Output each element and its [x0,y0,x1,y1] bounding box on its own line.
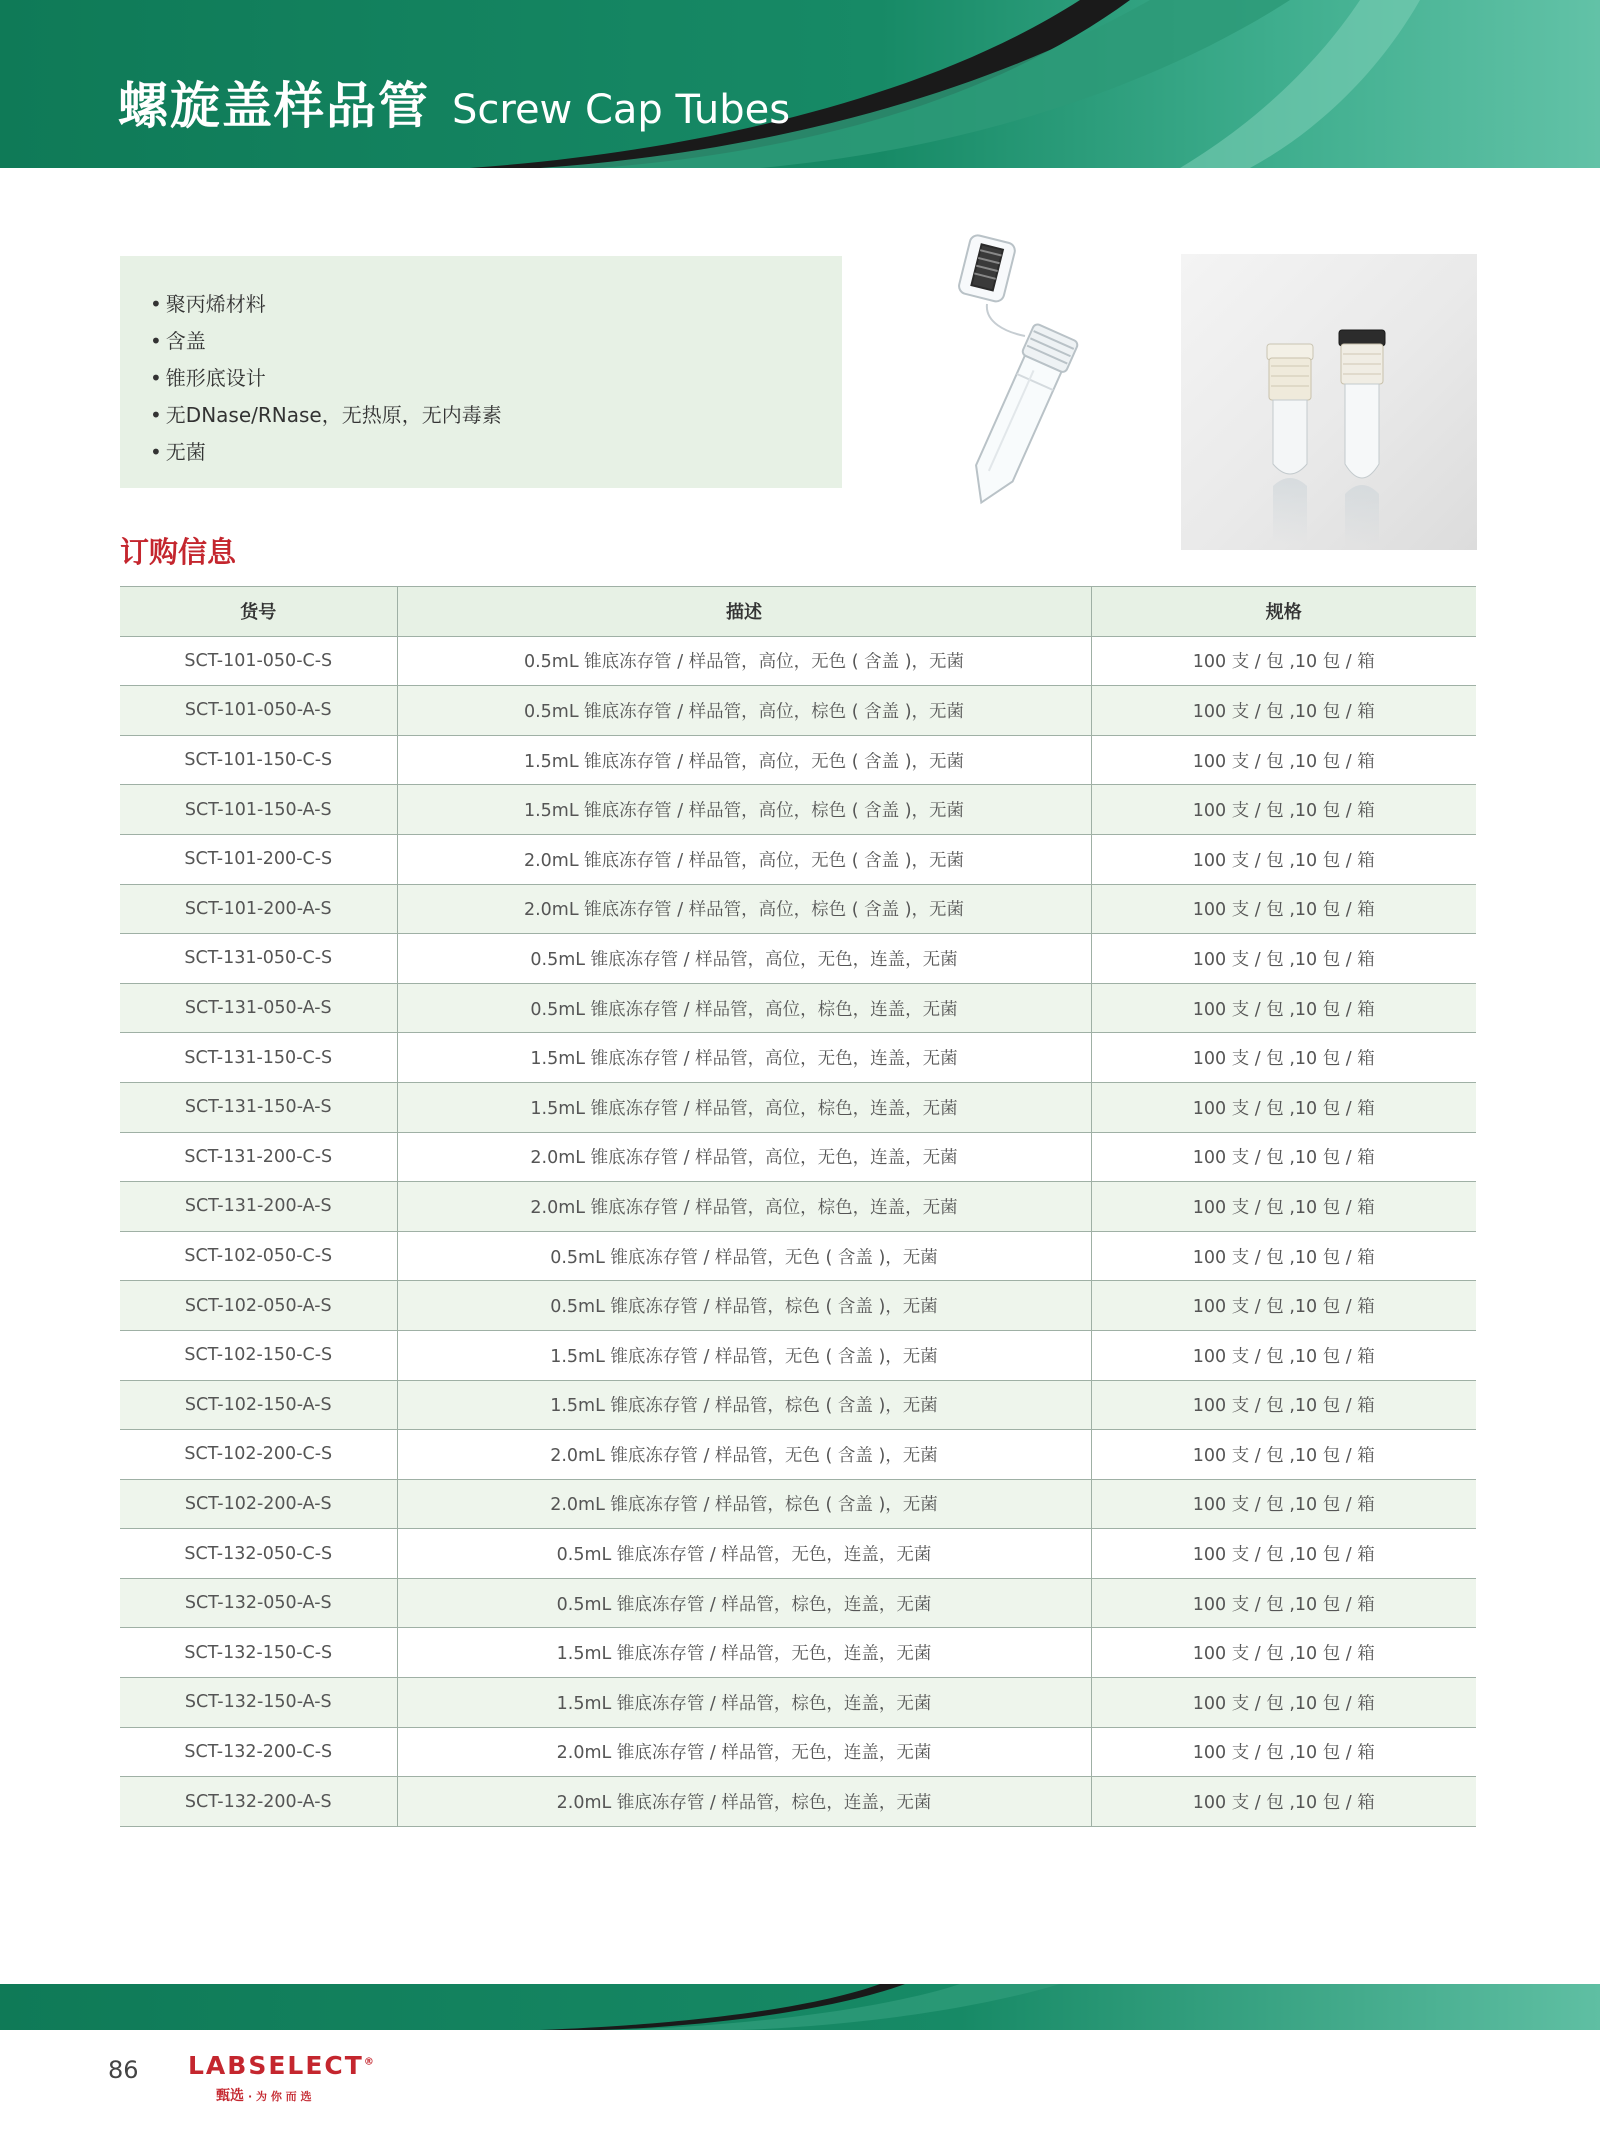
cell-description: 2.0mL 锥底冻存管 / 样品管，高位，棕色 ( 含盖 )，无菌 [397,884,1091,934]
cell-description: 2.0mL 锥底冻存管 / 样品管，高位，无色，连盖，无菌 [397,1132,1091,1182]
table-row [120,1033,1476,1083]
footer-band [0,1984,1600,2030]
cell-description: 2.0mL 锥底冻存管 / 样品管，无色，连盖，无菌 [397,1727,1091,1777]
table-row [120,1281,1476,1331]
screw-cap-tube-image [935,232,1105,542]
logo-registered-mark: ® [363,2056,376,2068]
cell-description: 2.0mL 锥底冻存管 / 样品管，棕色，连盖，无菌 [397,1777,1091,1827]
table-header-row [120,587,1476,637]
table-row [120,934,1476,984]
column-header-specification: 规格 [1091,587,1476,637]
cell-item-no: SCT-102-200-A-S [120,1479,397,1529]
cell-description: 0.5mL 锥底冻存管 / 样品管，高位，无色 ( 含盖 )，无菌 [397,636,1091,686]
cell-specification: 100 支 / 包 ,10 包 / 箱 [1091,1033,1476,1083]
cell-item-no: SCT-102-150-C-S [120,1330,397,1380]
feature-item: • 聚丙烯材料 [150,292,266,316]
cell-item-no: SCT-131-150-C-S [120,1033,397,1083]
table-row [120,1182,1476,1232]
cell-specification: 100 支 / 包 ,10 包 / 箱 [1091,1182,1476,1232]
cell-specification: 100 支 / 包 ,10 包 / 箱 [1091,1231,1476,1281]
cell-specification: 100 支 / 包 ,10 包 / 箱 [1091,686,1476,736]
cell-item-no: SCT-131-050-A-S [120,983,397,1033]
features-box [120,256,842,488]
cell-specification: 100 支 / 包 ,10 包 / 箱 [1091,834,1476,884]
cell-description: 2.0mL 锥底冻存管 / 样品管，棕色 ( 含盖 )，无菌 [397,1479,1091,1529]
cell-description: 0.5mL 锥底冻存管 / 样品管，无色 ( 含盖 )，无菌 [397,1231,1091,1281]
ordering-info-title: 订购信息 [120,535,237,569]
logo-cn: 甄选 [216,2088,244,2104]
cell-description: 2.0mL 锥底冻存管 / 样品管，高位，棕色，连盖，无菌 [397,1182,1091,1232]
table-row [120,1132,1476,1182]
cell-item-no: SCT-101-050-C-S [120,636,397,686]
table-row [120,1082,1476,1132]
cell-item-no: SCT-132-200-A-S [120,1777,397,1827]
cell-description: 2.0mL 锥底冻存管 / 样品管，无色 ( 含盖 )，无菌 [397,1430,1091,1480]
table-row [120,1678,1476,1728]
cell-specification: 100 支 / 包 ,10 包 / 箱 [1091,1578,1476,1628]
cell-specification: 100 支 / 包 ,10 包 / 箱 [1091,884,1476,934]
cell-specification: 100 支 / 包 ,10 包 / 箱 [1091,1082,1476,1132]
cell-specification: 100 支 / 包 ,10 包 / 箱 [1091,1330,1476,1380]
tubes-photo [1181,254,1477,550]
cell-item-no: SCT-132-200-C-S [120,1727,397,1777]
cell-description: 0.5mL 锥底冻存管 / 样品管，高位，无色，连盖，无菌 [397,934,1091,984]
cell-item-no: SCT-101-200-C-S [120,834,397,884]
logo-tagline: · 为 你 而 选 [248,2090,312,2103]
labselect-logo [188,2051,418,2111]
cell-specification: 100 支 / 包 ,10 包 / 箱 [1091,1678,1476,1728]
cell-item-no: SCT-131-050-C-S [120,934,397,984]
cell-specification: 100 支 / 包 ,10 包 / 箱 [1091,1628,1476,1678]
page-title-en: Screw Cap Tubes [452,87,791,133]
cell-specification: 100 支 / 包 ,10 包 / 箱 [1091,785,1476,835]
column-header-description: 描述 [397,587,1091,637]
feature-item: • 无DNase/RNase，无热原，无内毒素 [150,403,502,427]
cell-item-no: SCT-131-200-C-S [120,1132,397,1182]
cell-description: 0.5mL 锥底冻存管 / 样品管，高位，棕色 ( 含盖 )，无菌 [397,686,1091,736]
cell-specification: 100 支 / 包 ,10 包 / 箱 [1091,934,1476,984]
cell-description: 0.5mL 锥底冻存管 / 样品管，棕色，连盖，无菌 [397,1578,1091,1628]
cell-specification: 100 支 / 包 ,10 包 / 箱 [1091,1430,1476,1480]
cell-description: 1.5mL 锥底冻存管 / 样品管，高位，无色 ( 含盖 )，无菌 [397,735,1091,785]
page-title [118,66,790,138]
cell-item-no: SCT-102-050-A-S [120,1281,397,1331]
table-row [120,1430,1476,1480]
cell-description: 1.5mL 锥底冻存管 / 样品管，高位，棕色 ( 含盖 )，无菌 [397,785,1091,835]
table-row [120,636,1476,686]
cell-description: 1.5mL 锥底冻存管 / 样品管，棕色，连盖，无菌 [397,1678,1091,1728]
cell-item-no: SCT-132-050-A-S [120,1578,397,1628]
cell-description: 1.5mL 锥底冻存管 / 样品管，高位，棕色，连盖，无菌 [397,1082,1091,1132]
feature-item: • 锥形底设计 [150,366,266,390]
table-row [120,1380,1476,1430]
cell-item-no: SCT-131-200-A-S [120,1182,397,1232]
cell-specification: 100 支 / 包 ,10 包 / 箱 [1091,1479,1476,1529]
cell-description: 0.5mL 锥底冻存管 / 样品管，高位，棕色，连盖，无菌 [397,983,1091,1033]
cell-specification: 100 支 / 包 ,10 包 / 箱 [1091,636,1476,686]
table-body [120,636,1476,1826]
cell-specification: 100 支 / 包 ,10 包 / 箱 [1091,735,1476,785]
cell-specification: 100 支 / 包 ,10 包 / 箱 [1091,1777,1476,1827]
table-row [120,834,1476,884]
cell-item-no: SCT-132-050-C-S [120,1529,397,1579]
cell-item-no: SCT-132-150-A-S [120,1678,397,1728]
logo-name: LABSELECT [188,2051,364,2080]
cell-specification: 100 支 / 包 ,10 包 / 箱 [1091,1727,1476,1777]
cell-item-no: SCT-131-150-A-S [120,1082,397,1132]
cell-item-no: SCT-102-050-C-S [120,1231,397,1281]
table-row [120,983,1476,1033]
page-number: 86 [108,2056,139,2084]
column-header-item-no: 货号 [120,587,397,637]
cell-description: 0.5mL 锥底冻存管 / 样品管，棕色 ( 含盖 )，无菌 [397,1281,1091,1331]
page-title-cn: 螺旋盖样品管 [118,77,430,135]
ordering-table [120,586,1476,1827]
cell-item-no: SCT-101-150-C-S [120,735,397,785]
cell-description: 1.5mL 锥底冻存管 / 样品管，高位，无色，连盖，无菌 [397,1033,1091,1083]
cell-item-no: SCT-101-150-A-S [120,785,397,835]
table-row [120,1529,1476,1579]
table-row [120,1231,1476,1281]
cell-description: 2.0mL 锥底冻存管 / 样品管，高位，无色 ( 含盖 )，无菌 [397,834,1091,884]
cell-description: 1.5mL 锥底冻存管 / 样品管，棕色 ( 含盖 )，无菌 [397,1380,1091,1430]
cell-description: 1.5mL 锥底冻存管 / 样品管，无色 ( 含盖 )，无菌 [397,1330,1091,1380]
cell-description: 0.5mL 锥底冻存管 / 样品管，无色，连盖，无菌 [397,1529,1091,1579]
table-row [120,884,1476,934]
table-row [120,1330,1476,1380]
cell-specification: 100 支 / 包 ,10 包 / 箱 [1091,1132,1476,1182]
cell-item-no: SCT-101-050-A-S [120,686,397,736]
table-row [120,686,1476,736]
cell-item-no: SCT-102-150-A-S [120,1380,397,1430]
table-row [120,1727,1476,1777]
header-banner [0,0,1600,168]
cell-item-no: SCT-102-200-C-S [120,1430,397,1480]
cell-specification: 100 支 / 包 ,10 包 / 箱 [1091,1529,1476,1579]
cell-specification: 100 支 / 包 ,10 包 / 箱 [1091,1380,1476,1430]
cell-specification: 100 支 / 包 ,10 包 / 箱 [1091,983,1476,1033]
table-row [120,1578,1476,1628]
table-row [120,1777,1476,1827]
cell-item-no: SCT-132-150-C-S [120,1628,397,1678]
cell-description: 1.5mL 锥底冻存管 / 样品管，无色，连盖，无菌 [397,1628,1091,1678]
table-row [120,1628,1476,1678]
cell-item-no: SCT-101-200-A-S [120,884,397,934]
feature-item: • 含盖 [150,329,206,353]
table-row [120,735,1476,785]
feature-item: • 无菌 [150,440,206,464]
table-row [120,1479,1476,1529]
cell-specification: 100 支 / 包 ,10 包 / 箱 [1091,1281,1476,1331]
table-row [120,785,1476,835]
